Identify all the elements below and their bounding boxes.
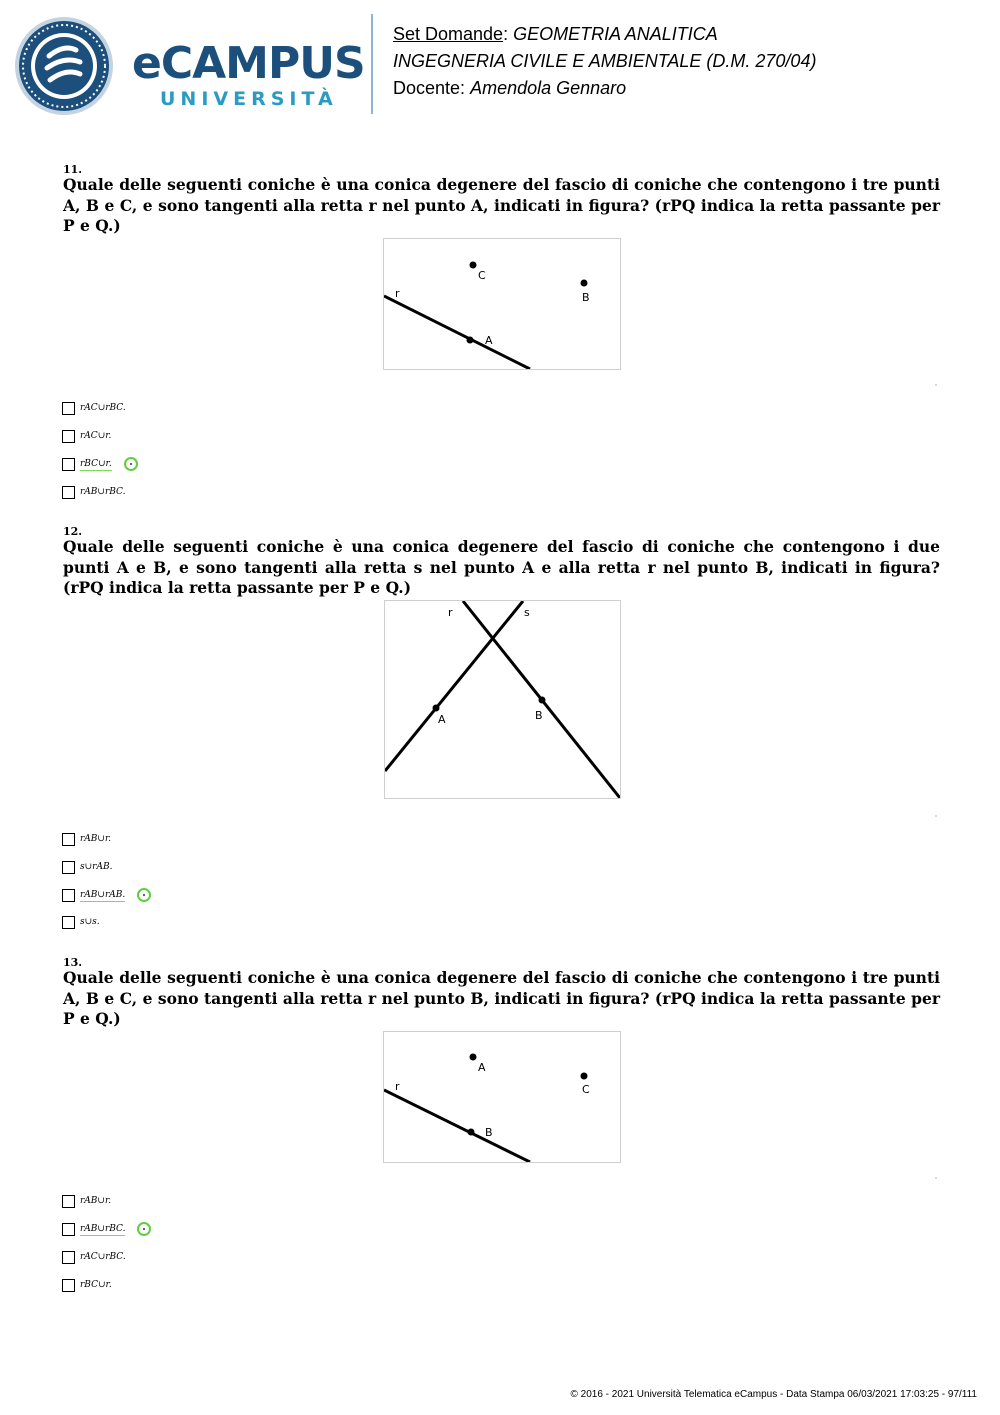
answer-option[interactable] [62,831,111,847]
question-number: 12. [63,525,83,538]
teacher-label: Docente: [393,78,466,98]
answer-option[interactable] [62,400,126,416]
question-figure [383,1031,621,1163]
question-text: Quale delle seguenti coniche è una conica degenere del fascio di coniche che contengono i tre punti A, B e C, e sono tangenti alla retta r nel punto A, indicati in figura? (rPQ indica la retta passante per P e Q.) [63,175,940,235]
answer-checkbox[interactable] [62,402,75,415]
figure-label: C [582,1083,590,1096]
answer-option[interactable] [62,1221,151,1237]
option-label: s∪rAB. [80,862,113,872]
answer-option[interactable] [62,1277,112,1293]
figure-label: r [395,1080,400,1093]
answer-checkbox[interactable] [62,889,75,902]
header-set-line: Set Domande: GEOMETRIA ANALITICA [393,24,718,44]
answer-option[interactable] [62,1193,111,1209]
figure-label: s [524,606,530,619]
brand-wordmark [132,38,365,110]
brand-subtitle: UNIVERSITÀ [160,88,338,110]
figure-label: C [478,269,486,282]
question-number: 11. [63,163,83,176]
question-text: Quale delle seguenti coniche è una conica degenere del fascio di coniche che contengono i tre punti A, B e C, e sono tangenti alla retta r nel punto B, indicati in figura? (rPQ indica la retta passante per P e Q.) [63,968,940,1028]
answer-checkbox[interactable] [62,430,75,443]
answer-checkbox[interactable] [62,833,75,846]
option-label: rAB∪rBC. [80,1223,126,1234]
answer-option[interactable] [62,859,112,875]
brand-name: eCAMPUS [132,38,365,89]
answer-checkbox[interactable] [62,916,75,929]
answer-checkbox[interactable] [62,486,75,499]
mark-dot [935,384,937,386]
header-divider [371,14,373,114]
teacher-name: Amendola Gennaro [470,78,627,98]
question-number: 13. [63,956,83,969]
figure-label: A [438,713,446,726]
answer-option[interactable] [62,914,100,930]
answer-option[interactable] [62,484,125,500]
mark-dot [935,1177,937,1179]
course-name: INGEGNERIA CIVILE E AMBIENTALE (D.M. 270/04) [393,51,817,71]
answer-option[interactable] [62,1249,126,1265]
answer-checkbox[interactable] [62,1279,75,1292]
option-label: rAB∪rAB. [80,889,126,900]
answer-checkbox[interactable] [62,1195,75,1208]
option-label: rAB∪rBC. [80,487,126,497]
option-label: rAC∪r. [80,431,112,441]
question-figure [384,600,621,799]
correct-answer-icon [137,888,151,902]
correct-answer-icon [124,457,138,471]
figure-label: r [448,606,453,619]
question-text: Quale delle seguenti coniche è una conica degenere del fascio di coniche che contengono i due punti A e B, e sono tangenti alla retta s nel punto A e alla retta r nel punto B, indicati in figura? (rPQ indica la retta passante per P e Q.) [63,537,940,597]
option-label: rAC∪rBC. [80,403,126,413]
option-label: s∪s. [80,917,100,927]
figure-label: B [485,1126,493,1139]
answer-option[interactable] [62,456,138,472]
option-label: rBC∪r. [80,1280,112,1290]
set-value: GEOMETRIA ANALITICA [513,24,718,44]
figure-label: A [485,334,493,347]
figure-label: r [395,287,400,300]
correct-answer-icon [137,1222,151,1236]
mark-dot [935,815,937,817]
figure-label: B [582,291,590,304]
answer-checkbox[interactable] [62,1251,75,1264]
answer-checkbox[interactable] [62,1223,75,1236]
figure-label: A [478,1061,486,1074]
answer-checkbox[interactable] [62,861,75,874]
option-label: rAB∪r. [80,834,112,844]
figure-label: B [535,709,543,722]
answer-option[interactable] [62,428,111,444]
answer-option[interactable] [62,887,151,903]
ecampus-seal-logo [14,16,114,116]
header-course-line [393,49,816,73]
set-label: Set Domande [393,24,504,44]
option-label: rAB∪r. [80,1196,112,1206]
header-teacher-line [393,76,626,100]
page-footer: © 2016 - 2021 Università Telematica eCampus - Data Stampa 06/03/2021 17:03:25 - 97/111 [570,1389,977,1400]
answer-checkbox[interactable] [62,458,75,471]
option-label: rAC∪rBC. [80,1252,126,1262]
question-figure [383,238,621,370]
option-label: rBC∪r. [80,458,112,469]
